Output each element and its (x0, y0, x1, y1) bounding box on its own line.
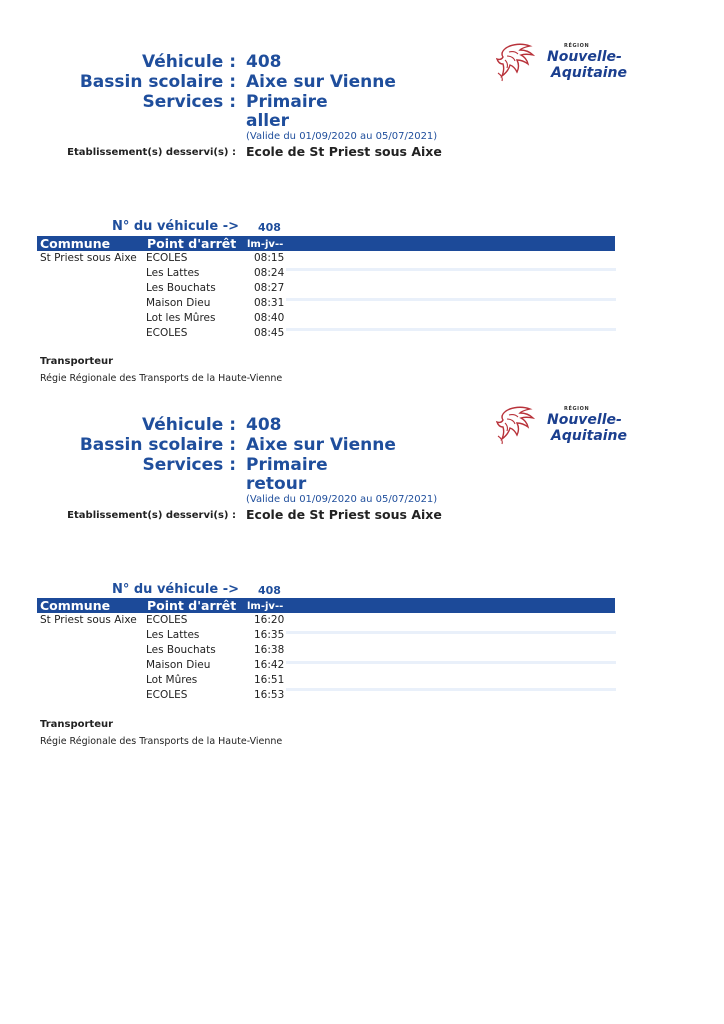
arret-cell: Maison Dieu (146, 297, 211, 309)
time-cell: 08:24 (254, 267, 285, 279)
bassin-label: Bassin scolaire : (79, 435, 236, 455)
arret-cell: Les Lattes (146, 629, 200, 641)
row-stripe (286, 631, 616, 634)
bassin-value: Aixe sur Vienne (246, 435, 396, 455)
time-cell: 16:35 (254, 629, 285, 641)
region-logo (492, 40, 628, 90)
column-commune: Commune (40, 598, 111, 613)
row-stripe (286, 661, 616, 664)
etablissement-label: Etablissement(s) desservi(s) : (67, 510, 236, 521)
arret-cell: Lot Mûres (146, 674, 198, 686)
time-cell: 16:20 (254, 614, 285, 626)
arret-cell: ECOLES (146, 327, 188, 339)
row-stripe (286, 688, 616, 691)
row-stripe (286, 298, 616, 301)
time-cell: 08:27 (254, 282, 285, 294)
vehicle-number-value: 408 (258, 584, 281, 597)
region-logo (492, 403, 628, 453)
time-cell: 16:42 (254, 659, 285, 671)
transporteur-title: Transporteur (40, 356, 114, 367)
arret-cell: Maison Dieu (146, 659, 211, 671)
validity-period: (Valide du 01/09/2020 au 05/07/2021) (246, 494, 438, 505)
vehicle-value: 408 (246, 52, 282, 72)
column-commune: Commune (40, 236, 111, 251)
logo-name-line1: Nouvelle- (547, 412, 622, 428)
logo-region-text: RÉGION (564, 406, 590, 412)
vehicle-number-value: 408 (258, 221, 281, 234)
direction-value: aller (246, 111, 290, 131)
services-value: Primaire (246, 92, 328, 112)
arret-cell: Lot les Mûres (146, 312, 216, 324)
arret-cell: Les Lattes (146, 267, 200, 279)
logo-name-line2: Aquitaine (551, 428, 628, 444)
direction-value: retour (246, 474, 307, 494)
bassin-label: Bassin scolaire : (79, 72, 236, 92)
vehicle-number-label: N° du véhicule -> (111, 219, 239, 234)
services-label: Services : (142, 455, 236, 475)
schedule-retour (0, 363, 724, 747)
logo-name-line2: Aquitaine (551, 65, 628, 81)
transporteur-name: Régie Régionale des Transports de la Haute-Vienne (40, 373, 283, 384)
vehicle-number-label: N° du véhicule -> (111, 582, 239, 597)
bassin-value: Aixe sur Vienne (246, 72, 396, 92)
time-cell: 16:53 (254, 689, 285, 701)
arret-cell: Les Bouchats (146, 282, 216, 294)
arret-cell: Les Bouchats (146, 644, 216, 656)
etablissement-value: Ecole de St Priest sous Aixe (246, 507, 442, 522)
column-point-arret: Point d'arrêt (147, 236, 237, 251)
row-stripe (286, 268, 616, 271)
services-label: Services : (142, 92, 236, 112)
table-header (37, 236, 615, 251)
time-cell: 08:15 (254, 252, 285, 264)
column-days: lm-jv-- (247, 239, 284, 250)
logo-region-text: RÉGION (564, 43, 590, 49)
time-cell: 08:40 (254, 312, 285, 324)
arret-cell: ECOLES (146, 614, 188, 626)
etablissement-value: Ecole de St Priest sous Aixe (246, 144, 442, 159)
column-days: lm-jv-- (247, 601, 284, 612)
time-cell: 16:38 (254, 644, 285, 656)
transporteur-title: Transporteur (40, 719, 114, 730)
validity-period: (Valide du 01/09/2020 au 05/07/2021) (246, 131, 438, 142)
arret-cell: ECOLES (146, 689, 188, 701)
time-cell: 16:51 (254, 674, 285, 686)
vehicle-label: Véhicule : (142, 52, 236, 72)
commune-cell: St Priest sous Aixe (40, 252, 137, 264)
vehicle-label: Véhicule : (142, 415, 236, 435)
time-cell: 08:45 (254, 327, 285, 339)
vehicle-value: 408 (246, 415, 282, 435)
logo-name-line1: Nouvelle- (547, 49, 622, 65)
commune-cell: St Priest sous Aixe (40, 614, 137, 626)
time-cell: 08:31 (254, 297, 285, 309)
lion-icon (492, 42, 544, 82)
services-value: Primaire (246, 455, 328, 475)
row-stripe (286, 328, 616, 331)
etablissement-label: Etablissement(s) desservi(s) : (67, 147, 236, 158)
schedule-aller (0, 0, 724, 384)
arret-cell: ECOLES (146, 252, 188, 264)
lion-icon (492, 405, 544, 445)
transporteur-name: Régie Régionale des Transports de la Haute-Vienne (40, 736, 283, 747)
column-point-arret: Point d'arrêt (147, 598, 237, 613)
table-header (37, 598, 615, 613)
